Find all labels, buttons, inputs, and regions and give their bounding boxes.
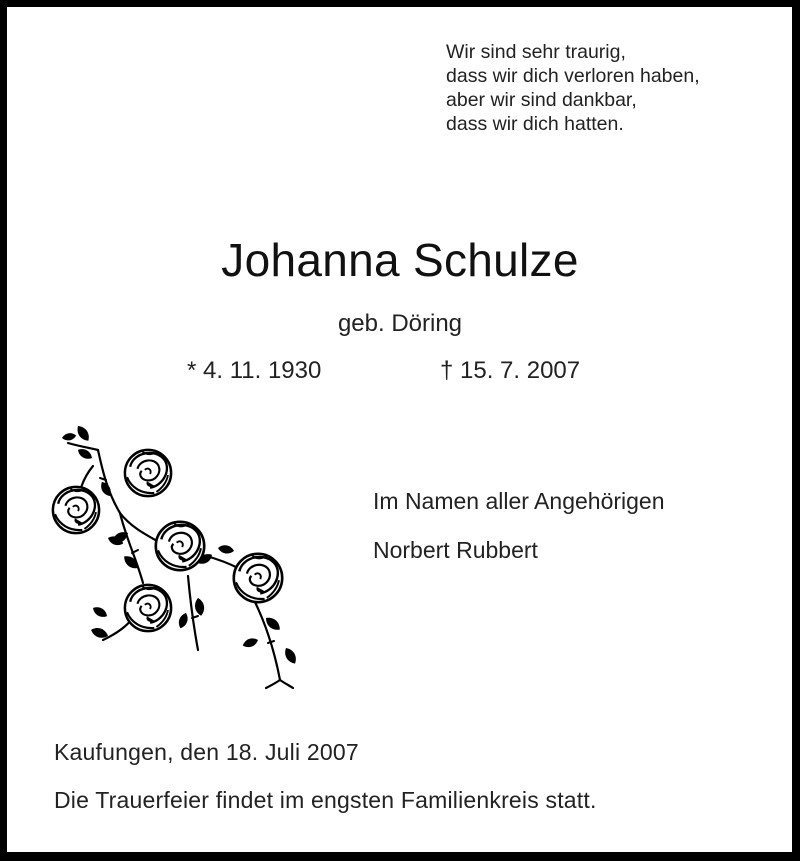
signer-name: Norbert Rubbert — [373, 537, 538, 563]
place-and-date: Kaufungen, den 18. Juli 2007 — [54, 739, 359, 765]
verse-line: aber wir sind dankbar, — [446, 89, 637, 111]
funeral-note: Die Trauerfeier findet im engsten Familienkreis statt. — [54, 787, 597, 813]
family-intro: Im Namen aller Angehörigen — [373, 488, 665, 514]
verse-line: Wir sind sehr traurig, — [446, 41, 626, 63]
verse-line: dass wir dich verloren haben, — [446, 65, 700, 87]
roses-illustration-icon — [48, 418, 310, 690]
maiden-name: geb. Döring — [337, 310, 463, 337]
verse-line: dass wir dich hatten. — [446, 113, 624, 135]
birth-date: * 4. 11. 1930 — [187, 357, 322, 384]
deceased-name: Johanna Schulze — [221, 234, 579, 286]
memorial-verse — [446, 40, 700, 136]
death-date: † 15. 7. 2007 — [440, 357, 581, 384]
